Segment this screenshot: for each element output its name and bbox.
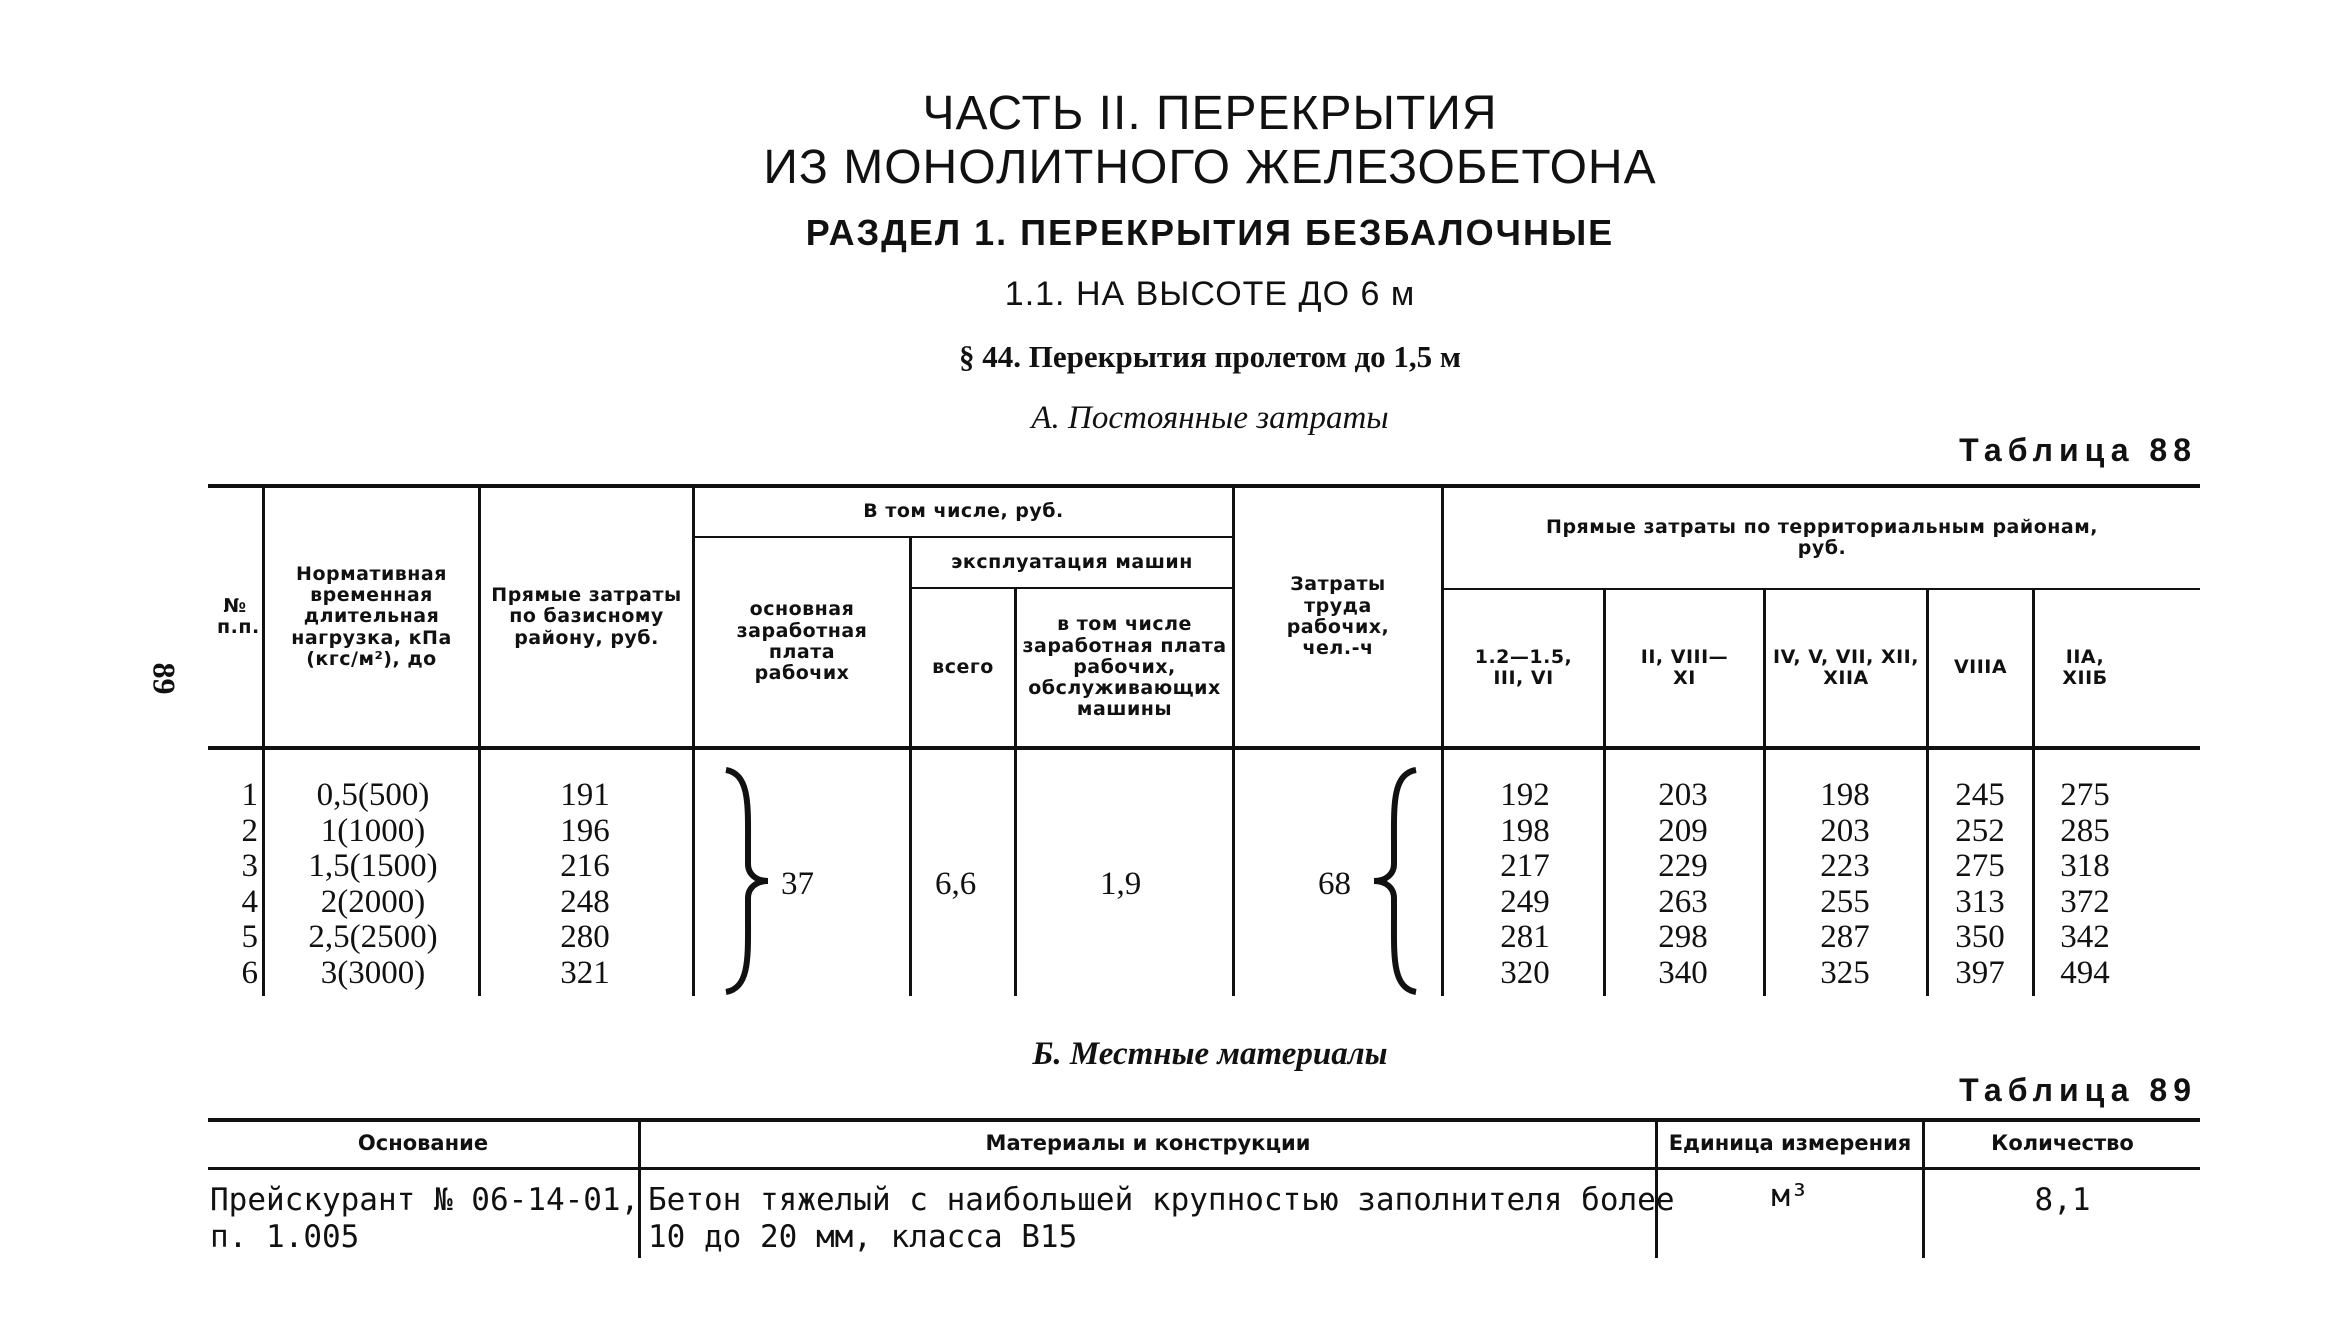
table88-cell-no: 1 bbox=[241, 777, 258, 813]
table88-cell-r1: 281 bbox=[1500, 919, 1550, 955]
header-region-2: II, VIII—XI bbox=[1640, 645, 1729, 689]
header-unit: Единица измерения bbox=[1668, 1131, 1912, 1155]
table88-cell-r3: 198 bbox=[1820, 777, 1870, 813]
table88-cell-no: 6 bbox=[241, 954, 258, 991]
table88-cell-r5: 342 bbox=[2060, 919, 2110, 955]
header-machines-group: эксплуатация машин bbox=[951, 550, 1193, 573]
table88-cell-r1: 217 bbox=[1500, 848, 1550, 884]
table88-label: Таблица 88 bbox=[1959, 432, 2197, 468]
table88-cell-r3: 287 bbox=[1820, 919, 1870, 955]
quantity-value: 8,1 bbox=[2034, 1182, 2091, 1218]
table88-cell-direct: 191 bbox=[560, 777, 610, 813]
value-machines-wage: 1,9 bbox=[1100, 866, 1142, 902]
header-including-group: В том числе, руб. bbox=[863, 500, 1064, 523]
table88-cell-r4: 275 bbox=[1955, 848, 2005, 884]
table88-cell-direct: 196 bbox=[560, 812, 610, 849]
table88-cell-r3: 255 bbox=[1820, 883, 1870, 920]
value-machines-total: 6,6 bbox=[935, 866, 977, 902]
table88-cell-r2: 298 bbox=[1658, 919, 1708, 955]
right-brace-icon bbox=[720, 766, 780, 996]
table88-cell-load: 2(2000) bbox=[320, 883, 426, 920]
header-region-3: IV, V, VII, XII, XIIA bbox=[1773, 645, 1919, 689]
table88-cell-load: 2,5(2500) bbox=[308, 919, 438, 955]
table88-cell-r5: 275 bbox=[2060, 777, 2110, 813]
table88-cell-load: 1,5(1500) bbox=[308, 848, 438, 884]
table88-cell-r5: 372 bbox=[2060, 883, 2110, 920]
table88-cell-r2: 203 bbox=[1658, 777, 1708, 813]
table88-cell-r2: 209 bbox=[1658, 812, 1708, 849]
subsection-title: 1.1. НА ВЫСОТЕ ДО 6 м bbox=[1004, 275, 1416, 313]
header-region-1: 1.2—1.5, III, VI bbox=[1474, 645, 1573, 689]
table88-cell-r3: 203 bbox=[1820, 812, 1870, 849]
table88-cell-no: 2 bbox=[241, 812, 258, 849]
table88-cell-r4: 245 bbox=[1955, 777, 2005, 813]
table88-cell-r4: 350 bbox=[1955, 919, 2005, 955]
header-no: № п.п. bbox=[217, 594, 260, 638]
header-quantity: Количество bbox=[1991, 1131, 2134, 1155]
left-brace-icon bbox=[1362, 766, 1422, 996]
table88-cell-direct: 280 bbox=[560, 919, 610, 955]
header-region-5: IIA, XIIБ bbox=[2062, 645, 2108, 689]
table88-cell-r1: 198 bbox=[1500, 812, 1550, 849]
table88-cell-direct: 216 bbox=[560, 848, 610, 884]
basis-line1: Прейскурант № 06-14-01, bbox=[210, 1182, 640, 1218]
materials-line1: Бетон тяжелый с наибольшей крупностью заполнителя более bbox=[648, 1182, 1675, 1218]
table88-cell-load: 3(3000) bbox=[320, 954, 426, 991]
header-materials: Материалы и конструкции bbox=[985, 1131, 1311, 1155]
part-title-line1: ЧАСТЬ II. ПЕРЕКРЫТИЯ bbox=[922, 87, 1498, 140]
table88-cell-r2: 340 bbox=[1658, 954, 1708, 991]
basis-line2: п. 1.005 bbox=[210, 1219, 360, 1255]
table88-cell-no: 3 bbox=[241, 848, 258, 884]
header-regions-group: Прямые затраты по территориальным районам, руб. bbox=[1546, 515, 2098, 559]
materials-line2: 10 до 20 мм, класса В15 bbox=[648, 1219, 1078, 1255]
table88-cell-load: 1(1000) bbox=[320, 812, 426, 849]
paragraph-title: § 44. Перекрытия пролетом до 1,5 м bbox=[958, 339, 1462, 374]
value-base-wage: 37 bbox=[781, 866, 814, 902]
table88-cell-r1: 249 bbox=[1500, 883, 1550, 920]
table88-cell-r5: 318 bbox=[2060, 848, 2110, 884]
table88-cell-r1: 320 bbox=[1500, 954, 1550, 991]
part-b-title: Б. Местные материалы bbox=[1032, 1036, 1388, 1072]
table88-cell-load: 0,5(500) bbox=[316, 777, 430, 813]
header-machines-total: всего bbox=[932, 655, 994, 678]
table88-cell-r4: 313 bbox=[1955, 883, 2005, 920]
table88-cell-r2: 229 bbox=[1658, 848, 1708, 884]
table88-cell-no: 5 bbox=[241, 919, 258, 955]
table88-cell-r3: 325 bbox=[1820, 954, 1870, 991]
unit-value: м³ bbox=[1771, 1178, 1809, 1214]
part-a-title: А. Постоянные затраты bbox=[1031, 400, 1389, 436]
page-number: 89 bbox=[146, 662, 183, 695]
header-base-wage: основная заработная плата рабочих bbox=[736, 598, 868, 685]
table88-cell-r5: 494 bbox=[2060, 954, 2110, 991]
value-labor: 68 bbox=[1318, 866, 1351, 902]
table88-cell-r1: 192 bbox=[1500, 777, 1550, 813]
table88-cell-direct: 248 bbox=[560, 883, 610, 920]
header-machines-wage: в том числе заработная плата рабочих, обслуживающих машины bbox=[1022, 613, 1227, 721]
table88-cell-r2: 263 bbox=[1658, 883, 1708, 920]
header-basis: Основание bbox=[357, 1131, 489, 1155]
table88-cell-r4: 397 bbox=[1955, 954, 2005, 991]
table88-cell-r4: 252 bbox=[1955, 812, 2005, 849]
part-title-line2: ИЗ МОНОЛИТНОГО ЖЕЛЕЗОБЕТОНА bbox=[763, 141, 1657, 194]
table89-label: Таблица 89 bbox=[1959, 1072, 2197, 1108]
header-load: Нормативная временная длительная нагрузка, кПа (кгс/м²), до bbox=[291, 562, 452, 670]
section-title: РАЗДЕЛ 1. ПЕРЕКРЫТИЯ БЕЗБАЛОЧНЫЕ bbox=[805, 212, 1615, 253]
header-region-4: VIIIA bbox=[1953, 656, 2008, 679]
table88-cell-no: 4 bbox=[241, 883, 258, 920]
table88-cell-direct: 321 bbox=[560, 954, 610, 991]
table88-cell-r5: 285 bbox=[2060, 812, 2110, 849]
header-direct-costs: Прямые затраты по базисному району, руб. bbox=[491, 584, 682, 649]
table88-cell-r3: 223 bbox=[1820, 848, 1870, 884]
header-labor: Затраты труда рабочих, чел.-ч bbox=[1286, 573, 1390, 660]
